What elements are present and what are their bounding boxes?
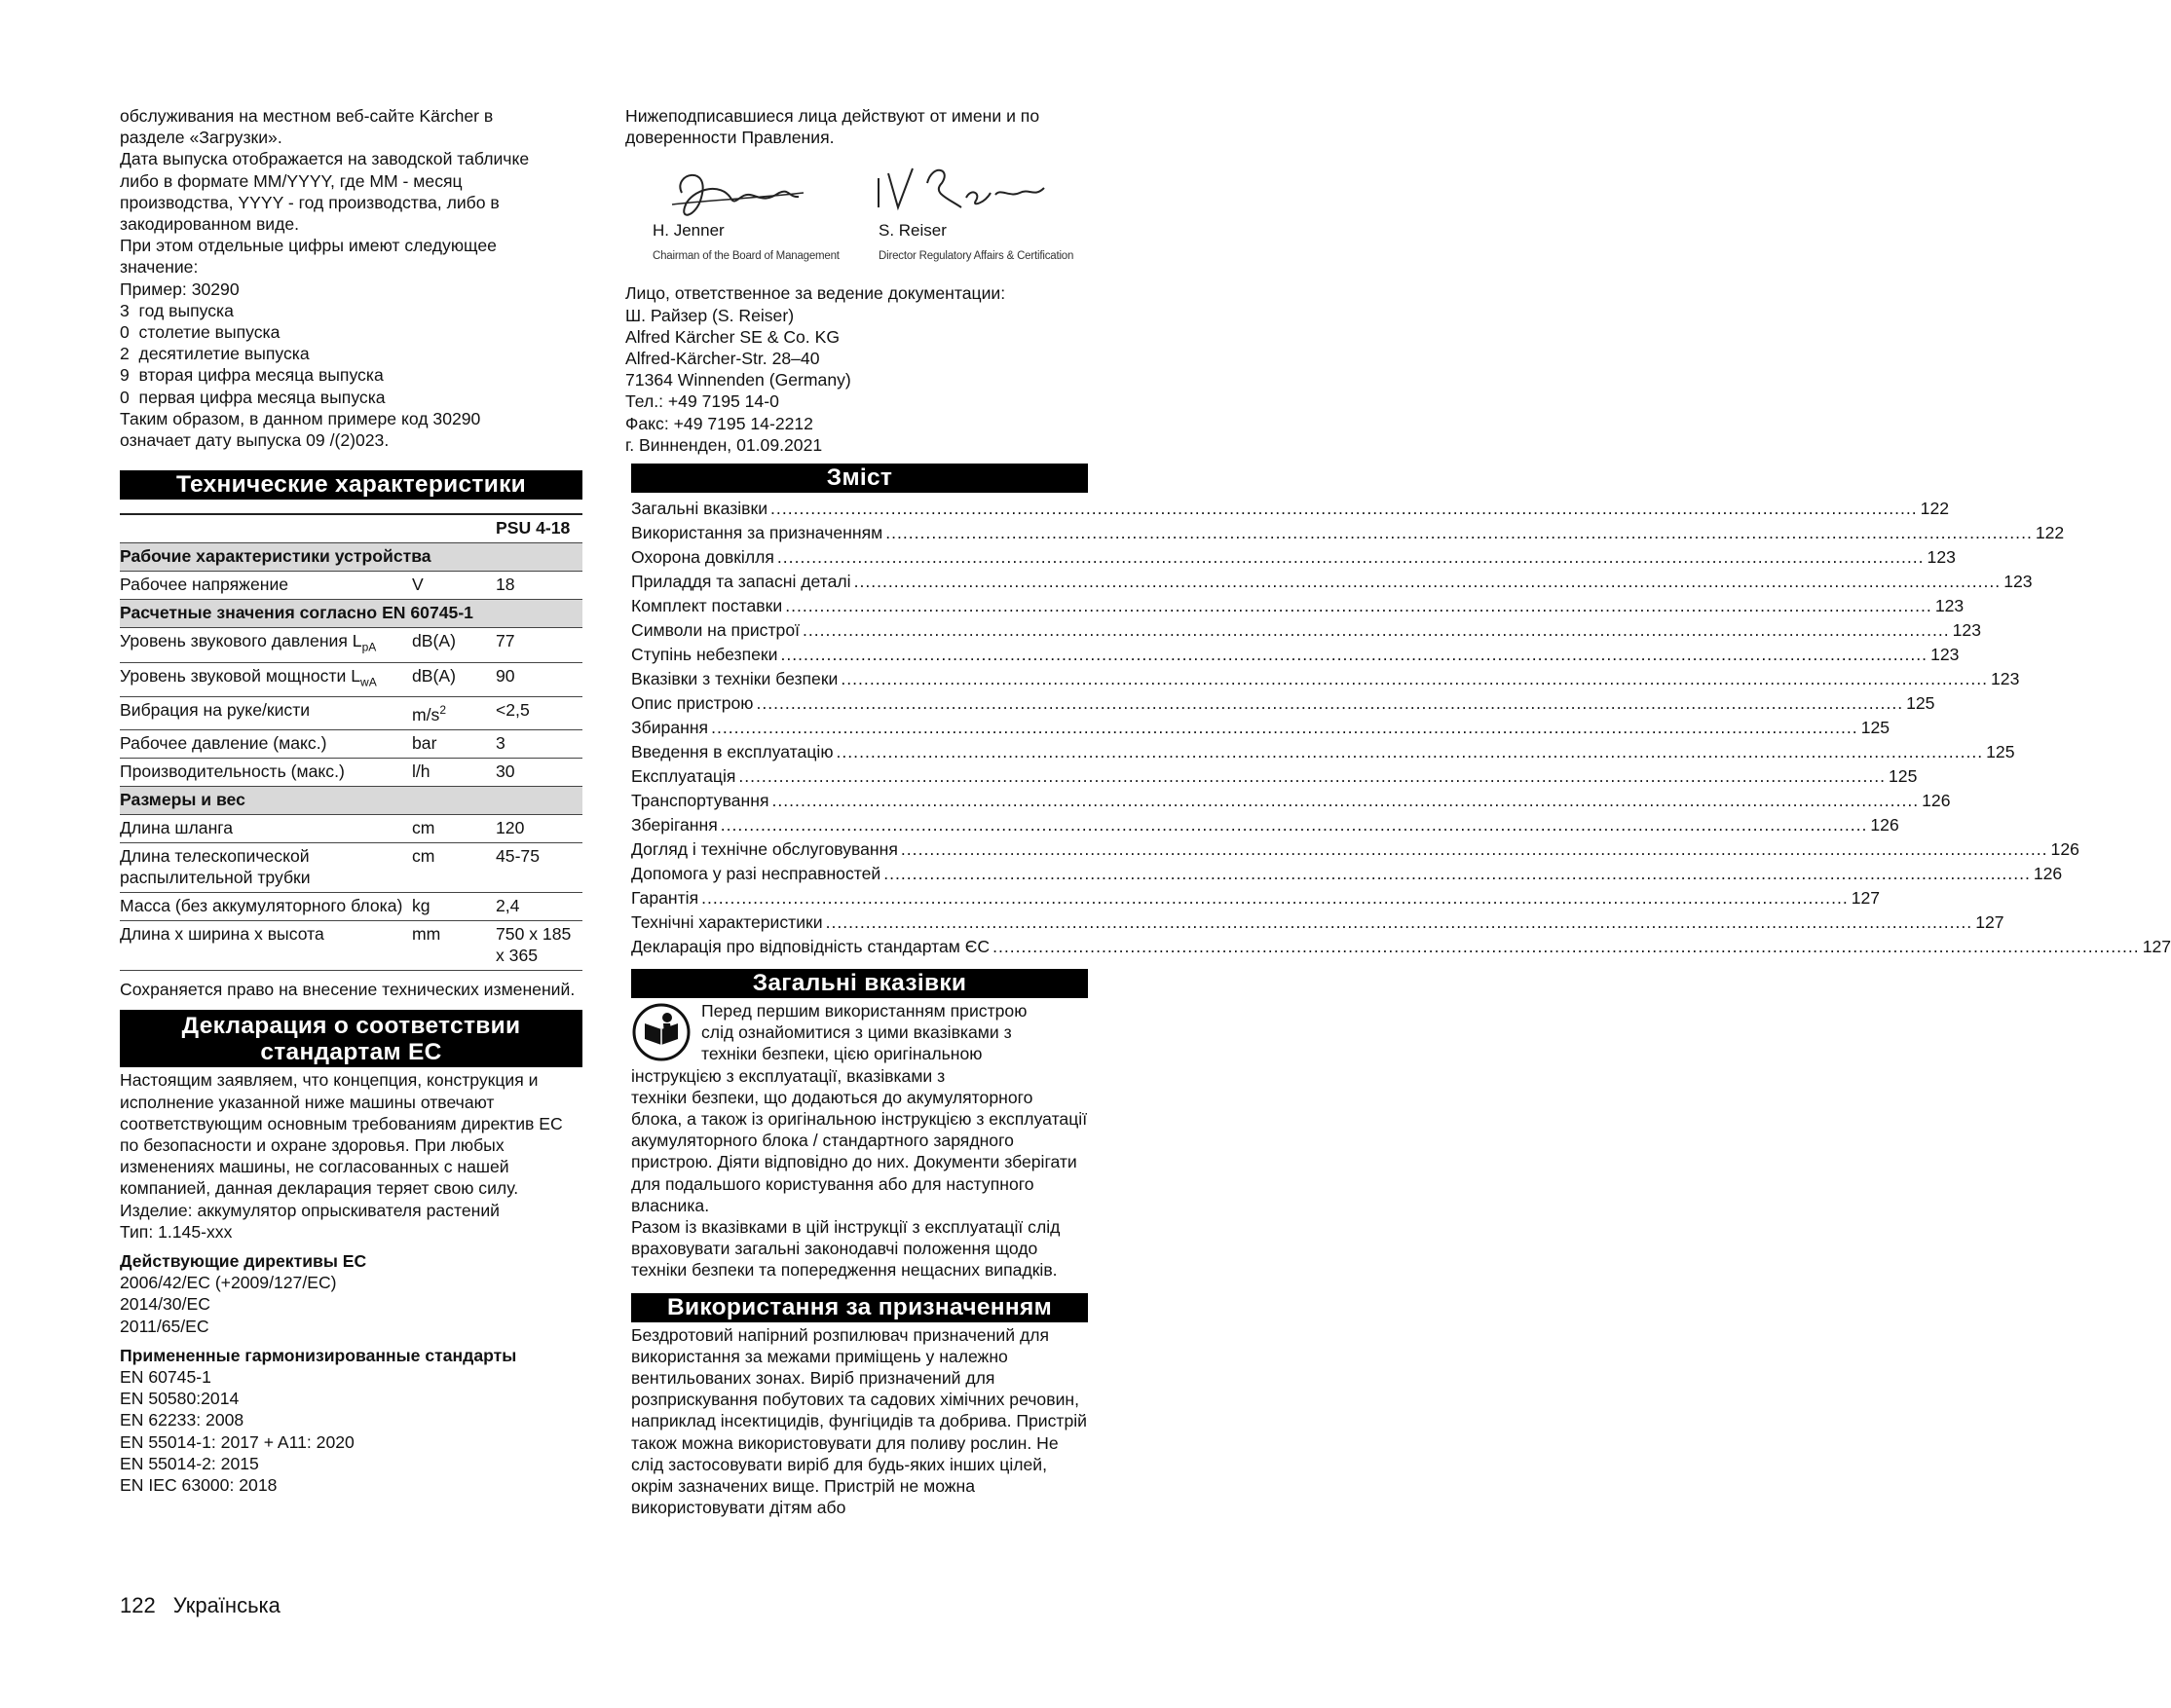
table-row: [120, 893, 582, 921]
toc-entry-title: Комплект поставки: [631, 595, 783, 615]
toc-entry-page: 127: [1975, 911, 2004, 932]
spec-value: 77: [496, 628, 582, 663]
spec-name: Уровень звуковой мощности $L_{wA}$: [120, 662, 412, 697]
contact-line: г. Винненден, 01.09.2021: [625, 434, 823, 455]
contact-line: Alfred-Kärcher-Str. 28–40: [625, 349, 820, 369]
spec-unit: bar: [412, 730, 496, 759]
text-line: 9 вторая цифра месяца выпуска: [120, 365, 384, 386]
table-group-row: [120, 600, 582, 628]
spec-unit: cm: [412, 843, 496, 893]
toc-entry-page: 123: [1991, 668, 2020, 688]
section-title-declaration: [120, 1010, 582, 1067]
table-row: [120, 815, 582, 843]
text-line: производства, YYYY - год производства, либо в: [120, 192, 500, 212]
spec-name: Производительность (макс.): [120, 759, 412, 787]
spec-name: Рабочее давление (макс.): [120, 730, 412, 759]
spec-unit: cm: [412, 815, 496, 843]
table-row: [120, 662, 582, 697]
toc-entry-page: 123: [1934, 595, 1965, 615]
toc-entry-page: 126: [1922, 790, 1951, 810]
directive-item: 2006/42/EC (+2009/127/EC): [120, 1273, 337, 1293]
toc-entry[interactable]: [631, 616, 1981, 641]
signatory-name: S. Reiser: [879, 221, 947, 241]
left-column: [120, 105, 582, 1496]
toc-leader-dots: ........................................................................................................................................................................................................: [711, 717, 1858, 737]
spec-value: 2,4: [496, 893, 582, 921]
spec-value: <2,5: [496, 697, 582, 730]
toc-entry-title: Транспортування: [631, 790, 769, 810]
toc-entry-title: Допомога у разі несправностей: [631, 863, 881, 883]
text-line: Таким образом, в данном примере код 30290: [120, 408, 481, 428]
spec-value: 120: [496, 815, 582, 843]
signatory-role: Chairman of the Board of Management: [653, 250, 840, 263]
tech-spec-table: [120, 513, 582, 971]
toc-entry-page: 125: [1906, 692, 1935, 713]
section-title-general: Загальні вказівки: [631, 969, 1088, 998]
table-row: [120, 921, 582, 971]
toc-entry[interactable]: [631, 543, 1956, 568]
text-line: 0 столетие выпуска: [120, 322, 281, 343]
toc-entry[interactable]: [631, 738, 2015, 762]
declaration-text: Настоящим заявляем, что концепция, конструкция и исполнение указанной ниже машины отвечают соответствующим основным требованиям директив ЕС по безопасности и охране здоровья. При любых изменениях машины, не согласованных с нашей компанией, данная декларация теряет свою силу.: [120, 1070, 563, 1199]
section-title-usage: Використання за призначенням: [631, 1293, 1088, 1322]
group-label: Рабочие характеристики устройства: [120, 543, 582, 572]
spec-value: 45-75: [496, 843, 582, 893]
toc-entry[interactable]: [631, 689, 1935, 714]
spec-name: Вибрация на руке/кисти: [120, 697, 412, 730]
standard-item: EN 50580:2014: [120, 1389, 240, 1409]
read-manual-icon: [631, 1002, 695, 1060]
toc-entry-title: Збирання: [631, 717, 709, 737]
toc-entry-title: Зберігання: [631, 814, 718, 835]
toc-entry-page: 123: [1927, 546, 1956, 567]
section-title-tech: Технические характеристики: [120, 470, 582, 500]
spec-unit: kg: [412, 893, 496, 921]
toc-entry-title: Технічні характеристики: [631, 911, 823, 932]
toc-leader-dots: ........................................................................................................................................................................................................: [701, 887, 1849, 908]
date-code-explanation: [120, 105, 582, 451]
right-column: [625, 105, 2171, 1519]
toc-entry[interactable]: [631, 835, 2079, 860]
standard-item: EN 55014-1: 2017 + A11: 2020: [120, 1431, 355, 1452]
toc-entry-title: Догляд і технічне обслуговування: [631, 838, 898, 859]
spec-value: 18: [496, 572, 582, 600]
toc-entry[interactable]: [631, 641, 1960, 665]
toc-entry-page: 123: [2003, 571, 2033, 591]
text-line: означает дату выпуска 09 /(2)023.: [120, 430, 390, 451]
text-line: Пример: 30290: [120, 278, 240, 299]
text-line: либо в формате MM/YYYY, где MM - месяц: [120, 170, 463, 191]
signature-block: [625, 154, 1088, 271]
table-header-row: [120, 514, 582, 543]
standard-item: EN IEC 63000: 2018: [120, 1475, 278, 1495]
toc-entry-page: 123: [1952, 619, 1981, 640]
toc-entry[interactable]: [631, 592, 1965, 616]
general-notes-indented: [631, 1000, 1088, 1087]
toc-leader-dots: ........................................................................................................................................................................................................: [883, 863, 2031, 883]
toc-entry-page: 126: [2050, 838, 2079, 859]
toc-entry-title: Використання за призначенням: [631, 522, 883, 542]
text-line: 2 десятилетие выпуска: [120, 344, 310, 364]
standard-item: EN 55014-2: 2015: [120, 1453, 259, 1473]
spec-name: Уровень звукового давления $L_{pA}$: [120, 628, 412, 663]
toc-leader-dots: ........................................................................................................................................................................................................: [992, 936, 2140, 956]
text-line: 3 год выпуска: [120, 300, 234, 320]
model-header: PSU 4-18: [496, 514, 582, 543]
toc-entry-title: Вказівки з техніки безпеки: [631, 668, 839, 688]
type-line: Тип: 1.145-xxx: [120, 1221, 233, 1242]
toc-entry-page: 125: [1860, 717, 1890, 737]
spec-unit: l/h: [412, 759, 496, 787]
toc-entry-page: 122: [1920, 498, 1950, 518]
toc-leader-dots: ........................................................................................................................................................................................................: [836, 741, 1984, 761]
toc-entry[interactable]: [631, 762, 1918, 787]
usage-text: Бездротовий напірний розпилювач призначений для використання за межами приміщень у належно вентильованих зонах. Виріб призначений для розприскування побутових та садових хімічних речовин, наприклад інсектицидів, фунгіцидів та добрива. Пристрій також можна використовувати для поливу рослин. Не слід застосовувати виріб для будь-яких інших цілей, окрім зазначених вище. Пристрій не можна використовувати дітям або: [631, 1324, 1087, 1518]
contact-line: Лицо, ответственное за ведение документации:: [625, 283, 1006, 304]
toc-leader-dots: ........................................................................................................................................................................................................: [771, 790, 1920, 810]
toc-entry-title: Експлуатація: [631, 765, 736, 786]
toc-leader-dots: ........................................................................................................................................................................................................: [780, 644, 1928, 664]
table-row: [120, 843, 582, 893]
toc-entry[interactable]: [631, 860, 2063, 884]
contact-line: Alfred Kärcher SE & Co. KG: [625, 326, 841, 347]
toc-entry-title: Загальні вказівки: [631, 498, 768, 518]
page-number: 122: [120, 1593, 156, 1617]
spec-name: Рабочее напряжение: [120, 572, 412, 600]
toc-entry[interactable]: [631, 568, 2033, 592]
toc-entry[interactable]: [631, 811, 1899, 835]
toc-entry-title: Декларація про відповідність стандартам ЄС: [631, 936, 991, 956]
toc-leader-dots: ........................................................................................................................................................................................................: [841, 668, 1988, 688]
spec-value: 3: [496, 730, 582, 759]
spec-unit: V: [412, 572, 496, 600]
table-of-contents: [631, 495, 2171, 957]
text-line: При этом отдельные цифры имеют следующее: [120, 236, 497, 256]
section-title-toc: Зміст: [631, 464, 1088, 493]
spec-value: 750 x 185 x 365: [496, 921, 582, 971]
spec-name: Длина x ширина x высота: [120, 921, 412, 971]
text-line: закодированном виде.: [120, 214, 300, 235]
standard-item: EN 60745-1: [120, 1366, 211, 1387]
table-row: [120, 628, 582, 663]
directive-item: 2014/30/EC: [120, 1294, 210, 1315]
toc-leader-dots: ........................................................................................................................................................................................................: [720, 814, 1868, 835]
spec-name: Длина телескопической распылительной трубки: [120, 843, 412, 893]
spec-value: 30: [496, 759, 582, 787]
directives-list: [120, 1272, 582, 1337]
toc-entry[interactable]: [631, 909, 2004, 933]
text-line: 0 первая цифра месяца выпуска: [120, 387, 386, 407]
toc-entry-title: Ступінь небезпеки: [631, 644, 778, 664]
standards-list: [120, 1366, 582, 1496]
group-label: Расчетные значения согласно EN 60745-1: [120, 600, 582, 628]
spec-unit: mm: [412, 921, 496, 971]
documentation-contact: [625, 282, 1088, 456]
table-group-row: [120, 543, 582, 572]
spec-unit: dB(A): [412, 662, 496, 697]
toc-entry-page: 126: [1870, 814, 1899, 835]
toc-leader-dots: ........................................................................................................................................................................................................: [803, 619, 1950, 640]
spec-value: 90: [496, 662, 582, 697]
standards-title: Примененные гармонизированные стандарты: [120, 1345, 517, 1365]
toc-entry[interactable]: [631, 665, 2020, 689]
toc-entry-title: Приладдя та запасні деталі: [631, 571, 851, 591]
toc-entry[interactable]: [631, 519, 2065, 543]
toc-leader-dots: ........................................................................................................................................................................................................: [900, 838, 2048, 859]
table-row: [120, 759, 582, 787]
spec-unit: $m/s^2$: [412, 697, 496, 730]
toc-entry-title: Опис пристрою: [631, 692, 754, 713]
spec-name: Длина шланга: [120, 815, 412, 843]
text-line: техніки безпеки, цією оригінальною: [701, 1044, 983, 1064]
toc-leader-dots: ........................................................................................................................................................................................................: [825, 911, 1973, 932]
toc-entry[interactable]: [631, 714, 1890, 738]
toc-entry[interactable]: [631, 495, 1950, 519]
toc-leader-dots: ........................................................................................................................................................................................................: [776, 546, 1925, 567]
toc-entry-title: Гарантія: [631, 887, 699, 908]
toc-entry-title: Охорона довкілля: [631, 546, 774, 567]
toc-leader-dots: ........................................................................................................................................................................................................: [885, 522, 2033, 542]
toc-leader-dots: ........................................................................................................................................................................................................: [738, 765, 1886, 786]
toc-entry-page: 127: [1851, 887, 1881, 908]
toc-entry-page: 127: [2142, 936, 2171, 956]
toc-entry-page: 126: [2033, 863, 2063, 883]
text-line: Нижеподписавшиеся лица действуют от имени и по: [625, 106, 1040, 126]
toc-entry[interactable]: [631, 884, 1881, 909]
toc-leader-dots: ........................................................................................................................................................................................................: [853, 571, 2002, 591]
toc-leader-dots: ........................................................................................................................................................................................................: [770, 498, 1918, 518]
directives-title: Действующие директивы ЕС: [120, 1250, 367, 1271]
directive-item: 2011/65/EC: [120, 1316, 209, 1336]
footer-language: Українська: [172, 1593, 281, 1617]
contact-line: Тел.: +49 7195 14-0: [625, 391, 779, 412]
table-row: [120, 730, 582, 759]
text-line: слід ознайомитися з цими вказівками з: [701, 1022, 1012, 1043]
toc-entry-page: 125: [1889, 765, 1918, 786]
table-row: [120, 697, 582, 730]
toc-entry-page: 125: [1986, 741, 2015, 761]
text-line: доверенности Правления.: [625, 128, 835, 148]
text-line: інструкцією з експлуатації, вказівками з: [631, 1065, 946, 1086]
spec-unit: dB(A): [412, 628, 496, 663]
reserve-note: Сохраняется право на внесение технических изменений.: [120, 980, 576, 1000]
table-row: [120, 572, 582, 600]
declaration-title-line: стандартам ЕС: [260, 1039, 442, 1066]
product-line: Изделие: аккумулятор опрыскивателя растений: [120, 1200, 500, 1220]
toc-entry-title: Введення в експлуатацію: [631, 741, 834, 761]
general-notes-text: техніки безпеки, що додаються до акумуляторного блока, а також із оригінальною інструкцією з експлуатації акумуляторного блока / стандартного зарядного пристрою. Діяти відповідно до них. Документи зберігати для подальшого користування або для наступного власника.: [631, 1087, 1088, 1215]
page-footer: [120, 1593, 298, 1618]
signatory-name: H. Jenner: [653, 221, 725, 241]
text-line: разделе «Загрузки».: [120, 128, 282, 148]
contact-line: 71364 Winnenden (Germany): [625, 370, 851, 390]
toc-entry[interactable]: [631, 787, 1951, 811]
spec-name: Масса (без аккумуляторного блока): [120, 893, 412, 921]
toc-entry-page: 122: [2035, 522, 2065, 542]
general-notes: [631, 1000, 1088, 1281]
signatories-intro: [625, 105, 1088, 148]
text-line: обслуживания на местном веб-сайте Kärcher в: [120, 106, 494, 126]
toc-leader-dots: ........................................................................................................................................................................................................: [785, 595, 1932, 615]
general-notes-text-2: Разом із вказівками в цій інструкції з експлуатації слід враховувати загальні законодавчі положення щодо техніки безпеки та попередження нещасних випадків.: [631, 1217, 1061, 1281]
contact-line: Ш. Райзер (S. Reiser): [625, 305, 795, 325]
toc-entry[interactable]: [631, 933, 2171, 957]
text-line: Дата выпуска отображается на заводской табличке: [120, 149, 530, 169]
declaration-title-line: Декларация о соответствии: [181, 1013, 521, 1040]
contact-line: Факс: +49 7195 14-2212: [625, 413, 813, 433]
text-line: Перед першим використанням пристрою: [701, 1001, 1028, 1021]
group-label: Размеры и вес: [120, 787, 582, 815]
toc-entry-title: Символи на пристрої: [631, 619, 800, 640]
toc-leader-dots: ........................................................................................................................................................................................................: [756, 692, 1904, 713]
signatory-role: Director Regulatory Affairs & Certification: [879, 250, 1074, 263]
toc-entry-page: 123: [1930, 644, 1960, 664]
table-group-row: [120, 787, 582, 815]
text-line: значение:: [120, 257, 199, 278]
standard-item: EN 62233: 2008: [120, 1410, 244, 1430]
